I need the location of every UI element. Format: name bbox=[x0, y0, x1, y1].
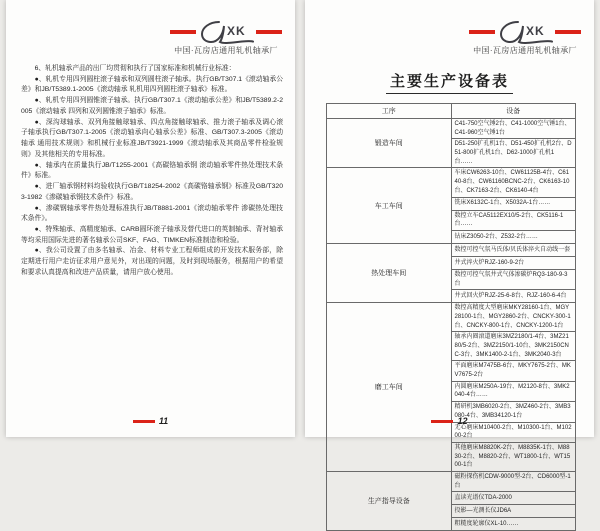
col-header-equipment: 设备 bbox=[451, 104, 576, 119]
logo-right-bar bbox=[555, 30, 581, 34]
equipment-cell: 钻床Z3050-2台、Z532-2台…… bbox=[451, 230, 576, 243]
equipment-cell: 平面磨床M7475B-6台、MKY7675-2台、MKV7675-2台 bbox=[451, 361, 576, 381]
paragraph: ●、轧机专用四列圆柱滚子轴承和双列圆柱滚子轴承。执行GB/T307.1《滚动轴承公差》和JB/T5389.1-2005《滚动轴承 轧机用四列圆柱滚子轴承》标准。 bbox=[21, 75, 283, 94]
equipment-cell: 直读光谱仪TDA-2000 bbox=[451, 492, 576, 505]
right-page-footer bbox=[305, 416, 594, 426]
equipment-cell: 磁粉探伤机CDW-9000型-2台、CD6000型-1台 bbox=[451, 471, 576, 491]
left-page-header bbox=[167, 20, 285, 56]
paragraph: ●、我公司设置了由多名轴承、冶金、材料专业工程师组成的开发技术服务部，除定期进行用户走访征求用户意见外，对出现的问题，及时到现场服务，根据用户的希望和要求认真提高和改进产品质量，请用户放心使用。 bbox=[21, 247, 283, 276]
equipment-cell: 数控立车CA5112EX10/5-2台、CK5116-1台…… bbox=[451, 210, 576, 230]
paragraph: ●、深沟球轴承、双列角接触球轴承、四点角接触球轴承、推力滚子轴承及调心滚子轴承执行GB/T307.1-2005《滚动轴承向心轴承公差》标准、GB/T307.3-2005《滚动轴承 通用技术规则》和机械行业标准JB/T3921-1999《滚动轴承及其商品零件检验规则》及其他相关的专用标准。 bbox=[21, 118, 283, 158]
equipment-cell: 内圆磨床M250A-19台、M2120-8台、3MK2040-4台…… bbox=[451, 381, 576, 401]
standards-text bbox=[21, 64, 283, 279]
logo-xk-text: XK bbox=[227, 24, 246, 38]
company-name: 中国·瓦房店通用轧机轴承厂 bbox=[473, 46, 577, 55]
col-header-process: 工序 bbox=[327, 104, 452, 119]
paragraph: ●、渗碳钢轴承零件热处理标准执行JB/T8881-2001《滚动轴承零件 渗碳热处理技术条件》。 bbox=[21, 204, 283, 223]
equipment-cell: 井式淬火炉RJZ-160-9-2台 bbox=[451, 256, 576, 269]
table-title: 主要生产设备表 bbox=[386, 73, 513, 94]
paragraph: ●、轴承内在质量执行JB/T1255-2001《高碳铬轴承钢 滚动轴承零件热处理技术条件》标准。 bbox=[21, 161, 283, 180]
page-number-line bbox=[431, 420, 453, 423]
equipment-cell: 数控可控气氛马氏体/贝氏体淬火自动线一套 bbox=[451, 243, 576, 256]
table-header-row bbox=[327, 104, 576, 119]
paragraph: ●、特殊轴承、高精度轴承、CARB圆环滚子轴承及替代进口的英制轴承、背衬轴承等均采用国际先进的著名轴承公司SKF、FAG、TIMKEN标准制造和检验。 bbox=[21, 226, 283, 244]
table-title-wrap bbox=[305, 70, 594, 91]
logo-left-bar bbox=[469, 30, 495, 34]
equipment-cell: 井式回火炉RJZ-25-6-8台、RJZ-160-6-4台 bbox=[451, 290, 576, 303]
equipment-cell: 数控高精度大型磨床MKY28160-1台、MGY28100-1台、MGY2860-2台、CNCKY-300-1台、CNCKY-800-1台、CNCKY-1200-1台 bbox=[451, 303, 576, 332]
paragraph: ●、进厂轴承钢材料均验收执行GB/T18254-2002《高碳铬轴承钢》标准及GB/T3203-1982《渗碳轴承钢技术条件》标准。 bbox=[21, 183, 283, 201]
equipment-cell: 铣床X6132C-1台、X5032A-1台…… bbox=[451, 197, 576, 210]
equipment-table bbox=[326, 103, 576, 531]
page-number: 11 bbox=[158, 416, 169, 426]
qxk-logo bbox=[466, 20, 584, 44]
paragraph: 6、轧机轴承产品的出厂均贯彻和执行了国家标准和机械行业标准： bbox=[34, 65, 236, 72]
process-cell: 车工车间 bbox=[327, 168, 452, 243]
equipment-cell: 车床CW6263-10台、CW61125B-4台、C6140-8台、CW61160BCNC-2台、CK6163-10台、CK7163-2台、CK6140-4台 bbox=[451, 168, 576, 197]
process-cell: 锻造车间 bbox=[327, 119, 452, 168]
process-cell: 磨工车间 bbox=[327, 303, 452, 472]
table-row bbox=[327, 119, 576, 139]
equipment-cell: 无心磨床M10400-2台、M10300-1台、M10200-2台 bbox=[451, 422, 576, 442]
equipment-cell: 精研机3MB6020-2台、3MZ460-2台、3MB3080-4台、3MB34120-1台 bbox=[451, 402, 576, 422]
table-row bbox=[327, 168, 576, 197]
equipment-cell: 数控可控气氛井式气体渗碳炉RQ3-180-9-3台 bbox=[451, 269, 576, 289]
right-page bbox=[305, 0, 594, 527]
process-cell: 热处理车间 bbox=[327, 243, 452, 302]
equipment-cell: 投影—光测长仪JD6A bbox=[451, 505, 576, 518]
page-number-line bbox=[133, 420, 155, 423]
logo-right-bar bbox=[256, 30, 282, 34]
equipment-cell: 其他磨床M8820K-2台、M8835K-1台、M8830-2台、M8820-2台、WT1800-1台、WT1500-1台 bbox=[451, 442, 576, 471]
table-row bbox=[327, 303, 576, 332]
left-page bbox=[6, 0, 295, 437]
page-number: 12 bbox=[457, 416, 468, 426]
qxk-logo-icon bbox=[198, 20, 254, 44]
table-row bbox=[327, 243, 576, 256]
equipment-cell: 轴承内圈滚道磨床3MZ2180/1-4台、3MZ2180/5-2台、3MZ2150/1-10台、3MK2150CNC-3台、3MK1400-2-1台、3MK2040-3台 bbox=[451, 332, 576, 361]
equipment-cell: 粗糙度轮廓仪XL-10…… bbox=[451, 518, 576, 531]
equipment-cell: C41-750空气锤2台、C41-1000空气锤1台、C41-960空气锤1台 bbox=[451, 119, 576, 139]
qxk-logo bbox=[167, 20, 285, 44]
right-page-header bbox=[466, 20, 584, 56]
table-row bbox=[327, 471, 576, 491]
equipment-cell: D51-250扩孔机1台、D51-450扩孔机2台、D51-800扩孔机1台、D62-1000扩孔机1台…… bbox=[451, 139, 576, 168]
paragraph: ●、轧机专用四列圆锥滚子轴承。执行GB/T307.1《滚动轴承公差》和JB/T5389.2-2005《滚动轴承 四列和双列圆锥滚子轴承》标准。 bbox=[21, 97, 283, 115]
qxk-logo-icon bbox=[497, 20, 553, 44]
left-page-footer bbox=[6, 416, 295, 426]
logo-xk-text: XK bbox=[526, 24, 545, 38]
company-name: 中国·瓦房店通用轧机轴承厂 bbox=[174, 46, 278, 55]
process-cell: 生产指导设备 bbox=[327, 471, 452, 530]
logo-left-bar bbox=[170, 30, 196, 34]
